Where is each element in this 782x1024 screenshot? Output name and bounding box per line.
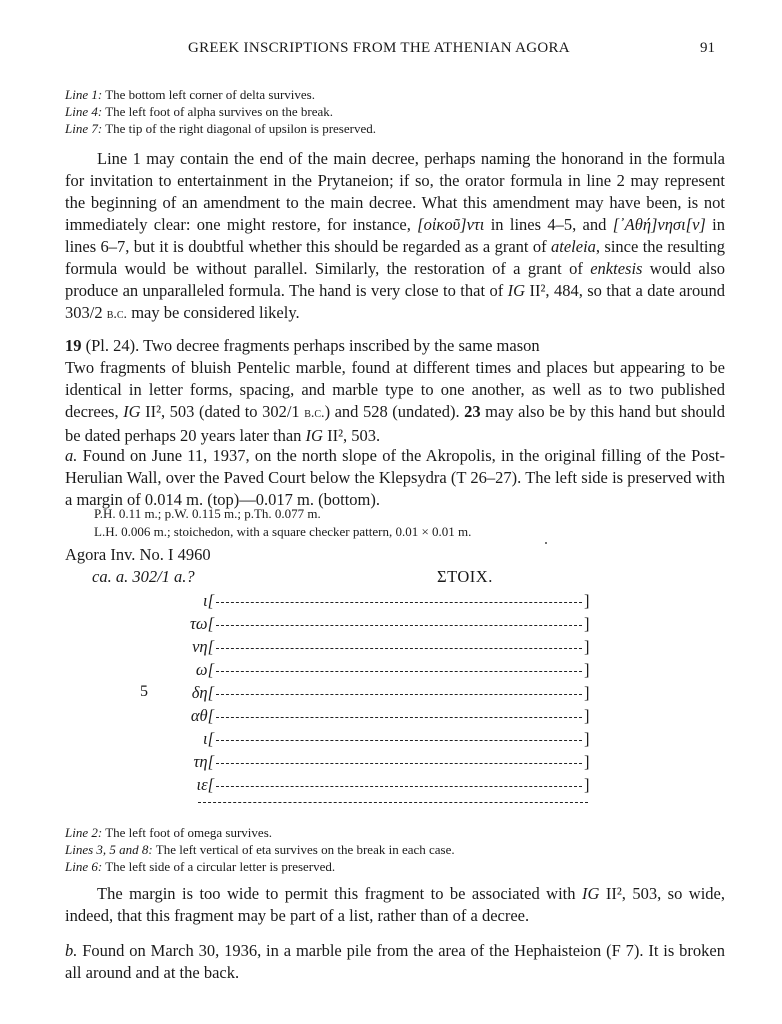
line-text: δη[ — [191, 683, 214, 702]
letter-height-line: L.H. 0.006 m.; stoichedon, with a square checker pattern, 0.01 × 0.01 m. — [94, 524, 472, 539]
inventory-number: Agora Inv. No. I 4960 — [65, 545, 211, 564]
close-bracket: ] — [584, 591, 590, 610]
lacuna-dashes — [216, 694, 582, 695]
inscription-line — [140, 729, 600, 751]
lacuna-dashes — [216, 786, 582, 787]
inscription-line — [140, 591, 600, 613]
note-line-4: Line 4: The left foot of alpha survives on the break. — [65, 104, 334, 119]
fragment-a-paragraph: a. Found on June 11, 1937, on the north slope of the Akropolis, in the original filling of the Post-Herulian Wall, over the Paved Court below the Klepsydra (T 26–27). The left side is preserved with a margin of 0.014 m. (top)—0.017 m. (bottom). — [65, 446, 725, 509]
measurements-line: P.H. 0.11 m.; p.W. 0.115 m.; p.Th. 0.077 m. — [94, 506, 321, 521]
inscription-date: ca. a. 302/1 a.? — [92, 567, 195, 586]
close-bracket: ] — [584, 775, 590, 794]
close-bracket: ] — [584, 660, 590, 679]
close-bracket: ] — [584, 683, 590, 702]
lacuna-dashes — [216, 625, 582, 626]
vacat-line — [198, 802, 588, 803]
margin-paragraph: The margin is too wide to permit this fragment to be associated with IG II², 503, so wide, indeed, that this fragment may be part of a list, rather than of a decree. — [65, 884, 725, 925]
inscription-line — [140, 614, 600, 636]
line-text: ι[ — [202, 729, 214, 748]
inscription-line — [140, 660, 600, 682]
line-text: ω[ — [195, 660, 214, 679]
line-text: ιε[ — [196, 775, 214, 794]
fragment-b-paragraph: b. Found on March 30, 1936, in a marble pile from the area of the Hephaisteion (F 7). It is broken all around and at the back. — [65, 941, 725, 982]
page-number: 91 — [700, 40, 715, 56]
close-bracket: ] — [584, 729, 590, 748]
line-text: τη[ — [193, 752, 214, 771]
line-text: ι[ — [202, 591, 214, 610]
line-text: τω[ — [190, 614, 214, 633]
lacuna-dashes — [216, 717, 582, 718]
stoichedon-label: ΣΤΟΙΧ. — [437, 567, 493, 586]
running-head: GREEK INSCRIPTIONS FROM THE ATHENIAN AGORA — [188, 40, 570, 56]
lacuna-dashes — [216, 602, 582, 603]
description-paragraph: Two fragments of bluish Pentelic marble, found at different times and places but appearing to be identical in letter forms, spacing, and marble type to one another, as well as to two published decrees, IG II², 503 (dated to 302/1 b.c.) and 528 (undated). 23 may also be by this hand but should be dated perhaps 20 years later than IG II², 503. — [65, 358, 725, 445]
close-bracket: ] — [584, 614, 590, 633]
line-text: νη[ — [192, 637, 214, 656]
note-lines-3-5-8: Lines 3, 5 and 8: The left vertical of eta survives on the break in each case. — [65, 842, 455, 857]
note-line-7: Line 7: The tip of the right diagonal of upsilon is preserved. — [65, 121, 376, 136]
note-line-6: Line 6: The left side of a circular letter is preserved. — [65, 859, 336, 874]
close-bracket: ] — [584, 637, 590, 656]
inscription-line — [140, 752, 600, 774]
inscription-line — [140, 683, 600, 705]
lacuna-dashes — [216, 671, 582, 672]
commentary-paragraph: Line 1 may contain the end of the main decree, perhaps naming the honorand in the formula for invitation to entertainment in the Prytaneion; if so, the orator formula in line 2 may represent the beginning of an amendment to the main decree. What this amendment may have been, is not immediately clear: one might restore, for instance, [οἰκοῦ]ντι in lines 4–5, and [᾿Αθή]νησι[ν] in lines 6–7, but it is doubtful whether this should be regarded as a grant of ateleia, since the resulting formula would be without parallel. Similarly, the restoration of a grant of enktesis would also produce an unparalleled formula. The hand is very close to that of IG II², 484, so that a date around 303/2 b.c. may be considered likely. — [65, 149, 725, 322]
inscription-line — [140, 706, 600, 728]
lacuna-dashes — [216, 740, 582, 741]
print-speck — [545, 542, 547, 544]
line-text: αθ[ — [190, 706, 214, 725]
lacuna-dashes — [216, 763, 582, 764]
close-bracket: ] — [584, 752, 590, 771]
inscription-line — [140, 775, 600, 797]
note-line-2: Line 2: The left foot of omega survives. — [65, 825, 273, 840]
inscription-line — [140, 637, 600, 659]
note-line-1: Line 1: The bottom left corner of delta survives. — [65, 87, 315, 102]
close-bracket: ] — [584, 706, 590, 725]
entry-heading: 19 (Pl. 24). Two decree fragments perhaps inscribed by the same mason — [65, 336, 540, 355]
lacuna-dashes — [216, 648, 582, 649]
line-number: 5 — [140, 683, 148, 700]
